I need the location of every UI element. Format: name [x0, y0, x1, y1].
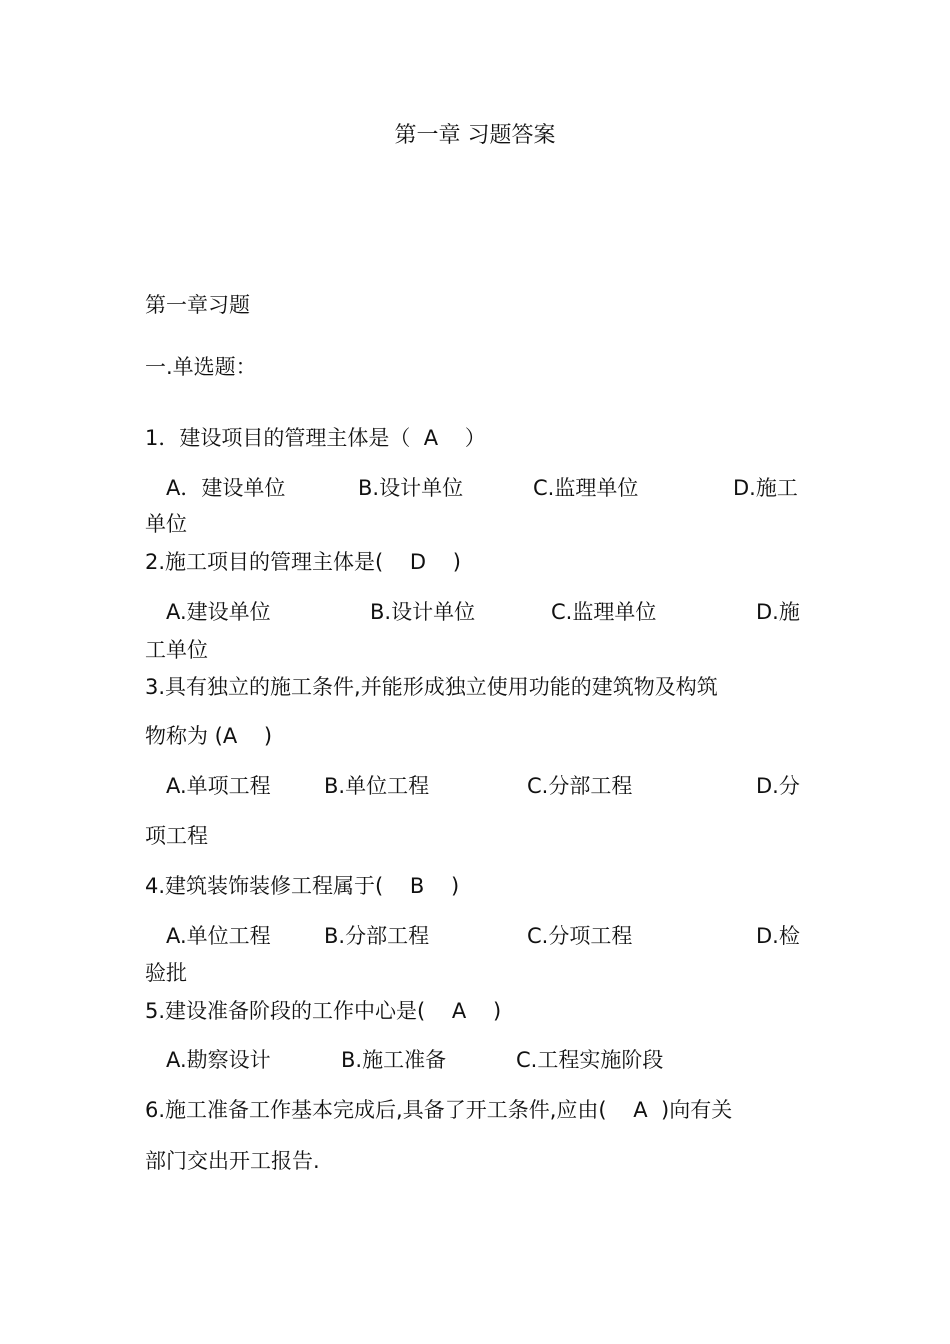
document-title: 第一章 习题答案: [394, 123, 556, 148]
question-3-option-d: D.分: [756, 774, 800, 798]
question-5-option-c: C.工程实施阶段: [516, 1048, 664, 1072]
question-1-option-a: A．建设单位: [166, 476, 286, 500]
question-3-option-b: B.单位工程: [324, 774, 430, 798]
question-5-option-b: B.施工准备: [341, 1048, 447, 1072]
question-3-continuation: 项工程: [145, 824, 208, 848]
question-6-stem-line-2: 部门交出开工报告.: [145, 1149, 320, 1173]
question-1-option-c: C.监理单位: [533, 476, 639, 500]
question-3-option-c: C.分部工程: [527, 774, 633, 798]
question-5-stem: 5.建设准备阶段的工作中心是( A ): [145, 999, 502, 1023]
question-1-option-d: D.施工: [733, 476, 798, 500]
section-heading: 第一章习题: [145, 293, 250, 317]
question-4-option-c: C.分项工程: [527, 924, 633, 948]
question-4-stem: 4.建筑装饰装修工程属于( B ): [145, 874, 460, 898]
question-5-option-a: A.勘察设计: [166, 1048, 271, 1072]
subsection-heading: 一.单选题：: [145, 355, 257, 379]
question-1-continuation: 单位: [145, 512, 187, 536]
question-2-stem: 2.施工项目的管理主体是( D ): [145, 550, 461, 574]
question-4-option-a: A.单位工程: [166, 924, 271, 948]
question-2-option-c: C.监理单位: [551, 600, 657, 624]
question-3-stem-line-1: 3.具有独立的施工条件,并能形成独立使用功能的建筑物及构筑: [145, 675, 718, 699]
question-2-option-a: A.建设单位: [166, 600, 271, 624]
question-3-option-a: A.单项工程: [166, 774, 271, 798]
question-6-stem-line-1: 6.施工准备工作基本完成后,具备了开工条件,应由( A )向有关: [145, 1098, 733, 1122]
question-2-continuation: 工单位: [145, 638, 208, 662]
question-2-option-b: B.设计单位: [370, 600, 476, 624]
question-1-option-b: B.设计单位: [358, 476, 464, 500]
question-4-option-d: D.检: [756, 924, 800, 948]
question-3-stem-line-2: 物称为 (A ): [145, 724, 273, 748]
question-2-option-d: D.施: [756, 600, 800, 624]
question-4-continuation: 验批: [145, 961, 187, 985]
question-4-option-b: B.分部工程: [324, 924, 430, 948]
question-1-stem: 1．建设项目的管理主体是（ A ）: [145, 426, 486, 450]
